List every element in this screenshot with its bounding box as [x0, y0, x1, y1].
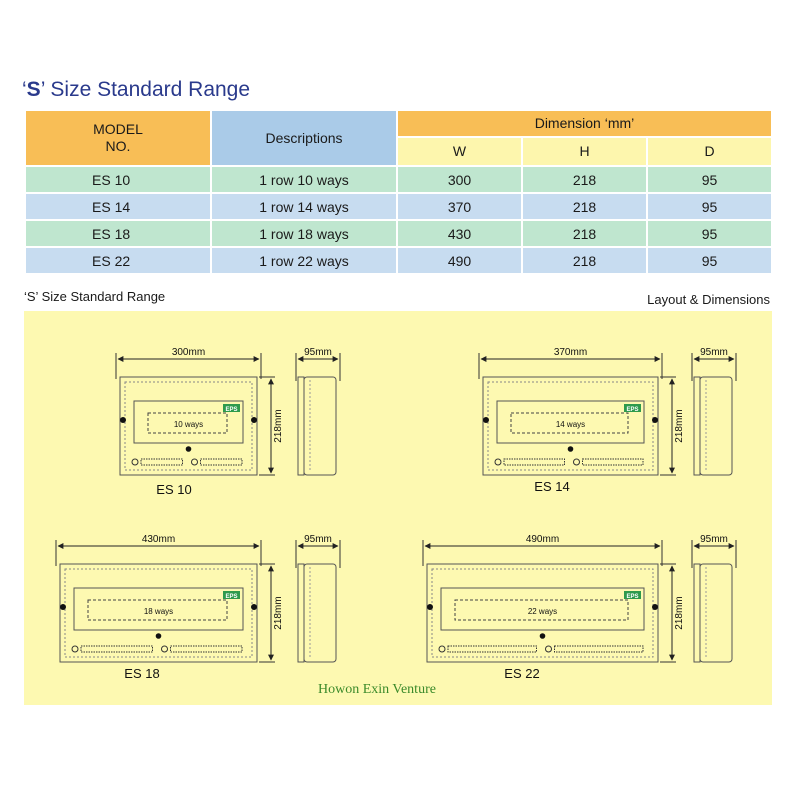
screw-center [186, 446, 192, 452]
header-dimension: Dimension ‘mm’ [398, 111, 771, 136]
side-body [304, 377, 336, 475]
cell-w: 430 [447, 225, 472, 242]
cell-d: 95 [701, 225, 718, 242]
height-label: 218mm [674, 596, 685, 630]
side-body [304, 564, 336, 662]
side-flange [298, 377, 304, 475]
cell-model: ES 22 [92, 252, 131, 269]
cell-w: 300 [447, 171, 472, 188]
depth-label: 95mm [304, 347, 332, 358]
cell-h: 218 [572, 225, 597, 242]
ways-label: 14 ways [555, 420, 586, 429]
width-label: 370mm [553, 347, 588, 358]
cell-desc: 1 row 14 ways [259, 198, 349, 215]
cell-desc: 1 row 18 ways [259, 225, 349, 242]
screw-right [251, 417, 257, 423]
ways-label: 10 ways [173, 420, 204, 429]
cell-w: 370 [447, 198, 472, 215]
enclosure-drawing [56, 534, 340, 681]
eps-badge-text: EPS [225, 594, 238, 600]
layout-dimensions-label: Layout & Dimensions [647, 292, 770, 307]
cell-w: 490 [447, 252, 472, 269]
screw-center [568, 446, 574, 452]
side-flange [694, 564, 700, 662]
eps-badge-text: EPS [225, 407, 238, 413]
cell-model: ES 14 [92, 198, 131, 215]
eps-badge-text: EPS [626, 407, 639, 413]
cell-d: 95 [701, 252, 718, 269]
header-h: H [523, 138, 646, 165]
model-label: ES 22 [504, 666, 540, 681]
table-row [26, 167, 771, 192]
header-model: MODEL NO. [26, 111, 210, 165]
cell-desc: 1 row 10 ways [259, 171, 349, 188]
screw-left [60, 604, 66, 610]
spec-table [24, 109, 773, 275]
side-body [700, 377, 732, 475]
screw-right [251, 604, 257, 610]
header-descriptions: Descriptions [212, 111, 396, 165]
depth-label: 95mm [304, 534, 332, 545]
depth-label: 95mm [700, 534, 728, 545]
screw-left [427, 604, 433, 610]
ways-label: 22 ways [527, 607, 558, 616]
model-label: ES 14 [534, 479, 570, 494]
side-body [700, 564, 732, 662]
width-label: 490mm [525, 534, 560, 545]
height-label: 218mm [273, 409, 284, 443]
cell-desc: 1 row 22 ways [259, 252, 349, 269]
header-w: W [398, 138, 521, 165]
width-label: 300mm [171, 347, 206, 358]
cell-h: 218 [572, 252, 597, 269]
layout-subheading: ‘S’ Size Standard Range [24, 289, 166, 304]
cell-h: 218 [572, 198, 597, 215]
height-label: 218mm [674, 409, 685, 443]
page-title: ‘S’ Size Standard Range [22, 78, 251, 101]
cell-h: 218 [572, 171, 597, 188]
enclosure-drawing [423, 534, 736, 681]
table-row [26, 194, 771, 219]
header-d: D [648, 138, 771, 165]
side-flange [298, 564, 304, 662]
watermark: Howon Exin Venture [318, 682, 436, 697]
enclosure-drawings [24, 311, 772, 705]
model-label: ES 10 [156, 482, 192, 497]
ways-label: 18 ways [143, 607, 174, 616]
enclosure-drawing [479, 347, 736, 494]
cell-model: ES 18 [92, 225, 131, 242]
model-label: ES 18 [124, 666, 160, 681]
screw-left [120, 417, 126, 423]
screw-left [483, 417, 489, 423]
cell-d: 95 [701, 171, 718, 188]
screw-right [652, 417, 658, 423]
depth-label: 95mm [700, 347, 728, 358]
eps-badge-text: EPS [626, 594, 639, 600]
screw-center [540, 633, 546, 639]
screw-right [652, 604, 658, 610]
cell-model: ES 10 [92, 171, 131, 188]
table-row [26, 221, 771, 246]
enclosure-drawing [116, 347, 340, 497]
side-flange [694, 377, 700, 475]
screw-center [156, 633, 162, 639]
table-row [26, 248, 771, 273]
cell-d: 95 [701, 198, 718, 215]
height-label: 218mm [273, 596, 284, 630]
width-label: 430mm [141, 534, 176, 545]
